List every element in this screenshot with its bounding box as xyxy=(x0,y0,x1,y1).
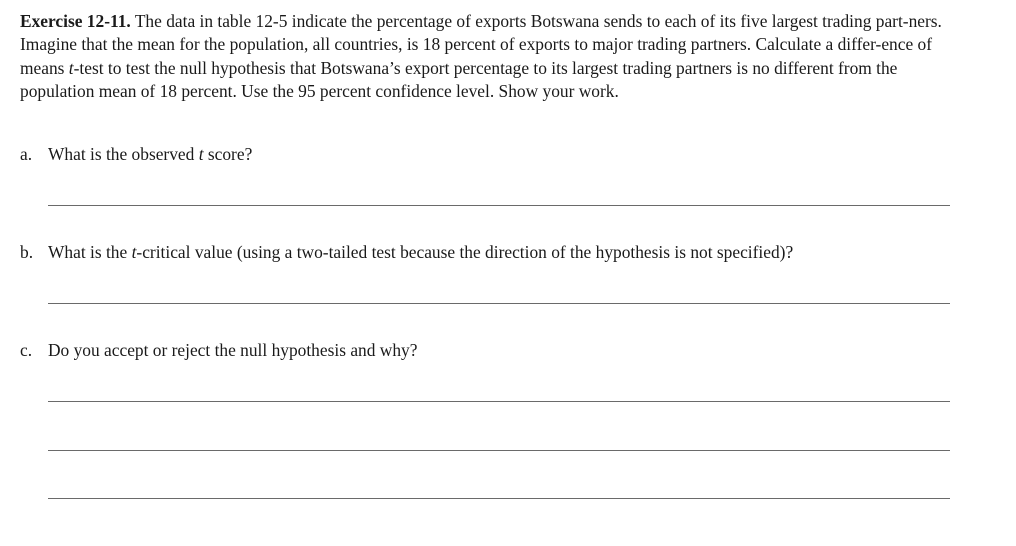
question-text-pre: What is the xyxy=(48,242,132,262)
question-text-post: -critical value (using a two-tailed test because the direction of the hypothesis is not specified)? xyxy=(136,242,794,262)
answer-line-a[interactable] xyxy=(48,205,950,206)
t-symbol: t xyxy=(198,144,204,164)
question-b xyxy=(20,241,793,263)
question-text-pre: What is the observed xyxy=(48,144,199,164)
question-text-post: score? xyxy=(203,144,253,164)
exercise-label: Exercise 12-11. xyxy=(20,11,131,31)
question-a xyxy=(20,143,252,165)
answer-line-c-2[interactable] xyxy=(48,450,950,451)
question-letter: c. xyxy=(20,340,33,360)
question-text: Do you accept or reject the null hypothesis and why? xyxy=(48,340,418,360)
exercise-text-part-2: -test to test the null hypothesis that Botswana’s export percentage to its largest trading partners is no different from the population mean of 18 percent. Use the 95 percent confidence level. Show your work. xyxy=(20,57,898,102)
answer-line-c-1[interactable] xyxy=(48,401,950,402)
answer-line-c-3[interactable] xyxy=(48,498,950,499)
answer-line-b[interactable] xyxy=(48,303,950,304)
question-letter: b. xyxy=(20,242,34,262)
question-c xyxy=(20,339,417,361)
t-symbol: t xyxy=(131,242,137,262)
exercise-prompt xyxy=(20,10,968,104)
question-letter: a. xyxy=(20,144,33,164)
t-symbol: t xyxy=(68,57,74,78)
exercise-text-part-1: The data in table 12-5 indicate the percentage of exports Botswana sends to each of its five largest trading part-ners. Imagine that the mean for the population, all countries, is 18 percent of exports to major trading partners. Calculate a differ-ence of means xyxy=(20,11,942,78)
